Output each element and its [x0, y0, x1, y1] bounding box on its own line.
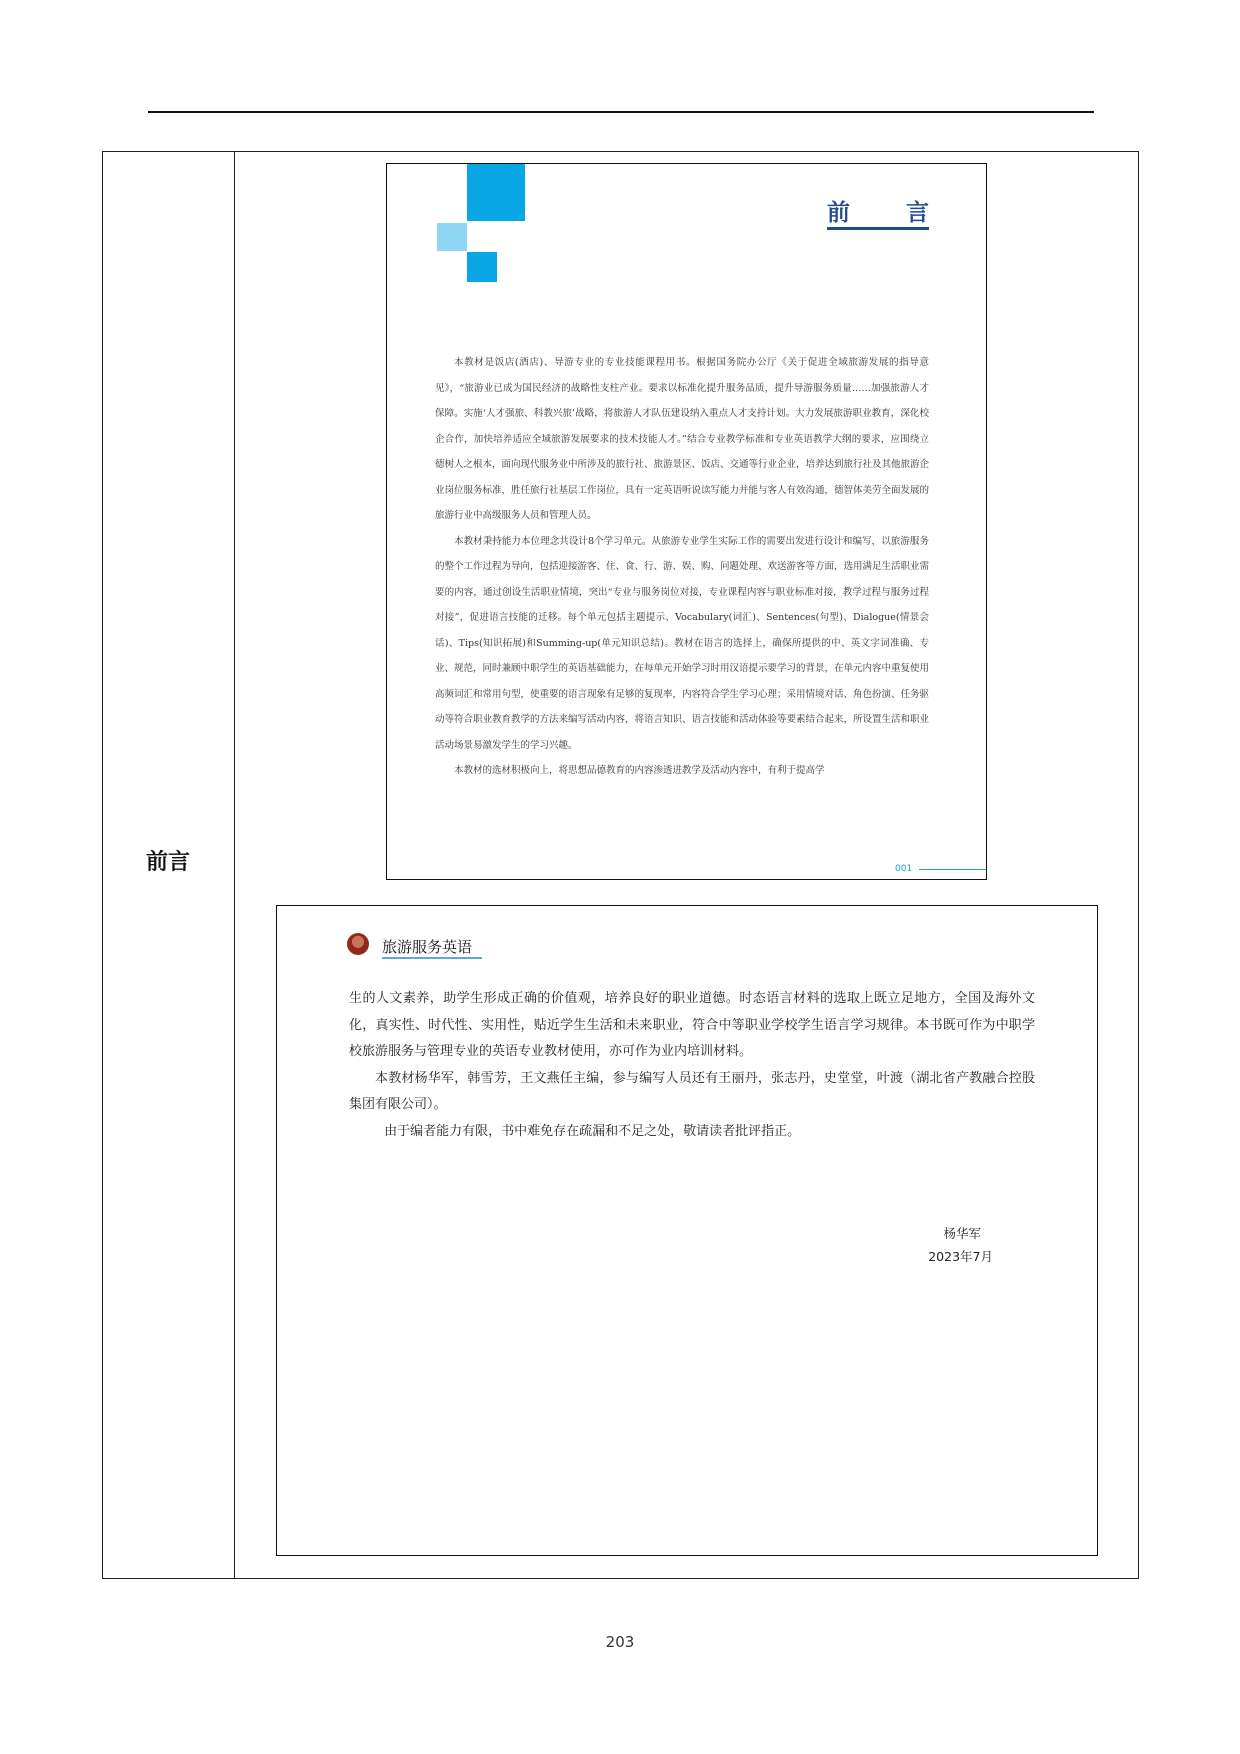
preface-title: [827, 194, 929, 227]
book-title-underline: [382, 957, 482, 959]
page-number: 203: [605, 1633, 635, 1651]
signature-author: 杨华军: [943, 1226, 981, 1241]
book-title: 旅游服务英语: [382, 938, 473, 956]
inner-page-number: 001: [895, 864, 913, 874]
preface-continued-body: [349, 986, 1035, 1145]
book-logo-icon: [347, 933, 369, 955]
preface-paragraph-1: 本教材是饭店(酒店)、导游专业的专业技能课程用书。根据国务院办公厅《关于促进全域旅游发展的指导意见》，“旅游业已成为国民经济的战略性支柱产业。要求以标准化提升服务品质，提升导游服务质量……加强旅游人才保障。实施‘人才强旅、科教兴旅’战略，将旅游人才队伍建设纳入重点人才支持计划。大力发展旅游职业教育，深化校企合作，加快培养适应全域旅游发展要求的技术技能人才。”结合专业教学标准和专业英语教学大纲的要求，应围绕立德树人之根本，面向现代服务业中所涉及的旅行社、旅游景区、饭店、交通等行业企业，培养达到旅行社及其他旅游企业岗位服务标准，胜任旅行社基层工作岗位，具有一定英语听说读写能力并能与客人有效沟通，德智体美劳全面发展的旅游行业中高级服务人员和管理人员。: [435, 357, 930, 521]
preface-title-char-2: 言: [906, 199, 929, 226]
decor-square-small: [467, 252, 497, 282]
preface-body: [435, 350, 929, 784]
preface-title-underline: [827, 227, 929, 230]
header-rule: [148, 111, 1094, 113]
preface-page-image-2: [276, 905, 1098, 1556]
footer-rule: [919, 869, 987, 870]
preface-page-image-1: [386, 163, 987, 880]
column-divider: [234, 151, 235, 1579]
signature-date: 2023年7月: [928, 1249, 993, 1264]
preface-title-char-1: 前: [827, 199, 850, 226]
preface-continued-paragraph-3: 由于编者能力有限，书中难免存在疏漏和不足之处，敬请读者批评指正。: [384, 1123, 801, 1139]
row-label: 前言: [145, 850, 190, 875]
decor-square-large: [467, 164, 525, 221]
decor-square-light: [437, 223, 467, 251]
preface-continued-paragraph-2: 本教材杨华军，韩雪芳，王文燕任主编，参与编写人员还有王丽丹，张志丹，史堂堂，叶渡（湖北省产教融合控股集团有限公司）。: [349, 1070, 1035, 1112]
preface-paragraph-2: 本教材秉持能力本位理念共设计8个学习单元。从旅游专业学生实际工作的需要出发进行设计和编写，以旅游服务的整个工作过程为导向，包括迎接游客、住、食、行、游、娱、购、问题处理、欢送游客等方面，选用满足生活职业需要的内容，通过创设生活职业情境，突出“专业与服务岗位对接，专业课程内容与职业标准对接，教学过程与服务过程对接”，促进语言技能的迁移。每个单元包括主题提示、Vocabulary(词汇)、Sentences(句型)、Dialogue(情景会话)、Tips(知识拓展)和Summing-up(单元知识总结)。教材在语言的选择上，确保所提供的中、英文字词准确、专业、规范，同时兼顾中职学生的英语基础能力，在每单元开始学习时用汉语提示要学习的背景，在单元内容中重复使用高频词汇和常用句型，使重要的语言现象有足够的复现率，内容符合学生学习心理；采用情境对话、角色扮演、任务驱动等符合职业教育教学的方法来编写活动内容，将语言知识、语言技能和活动体验等要素结合起来，所设置生活和职业活动场景易激发学生的学习兴趣。: [435, 535, 930, 751]
preface-paragraph-3: 本教材的选材积极向上，将思想品德教育的内容渗透进教学及活动内容中，有利于提高学: [454, 765, 825, 776]
preface-continued-paragraph-1: 生的人文素养，助学生形成正确的价值观，培养良好的职业道德。时态语言材料的选取上既立足地方，全国及海外文化，真实性、时代性、实用性，贴近学生生活和未来职业，符合中等职业学校学生语言学习规律。本书既可作为中职学校旅游服务与管理专业的英语专业教材使用，亦可作为业内培训材料。: [349, 991, 1035, 1059]
signature-block: [928, 1222, 993, 1268]
